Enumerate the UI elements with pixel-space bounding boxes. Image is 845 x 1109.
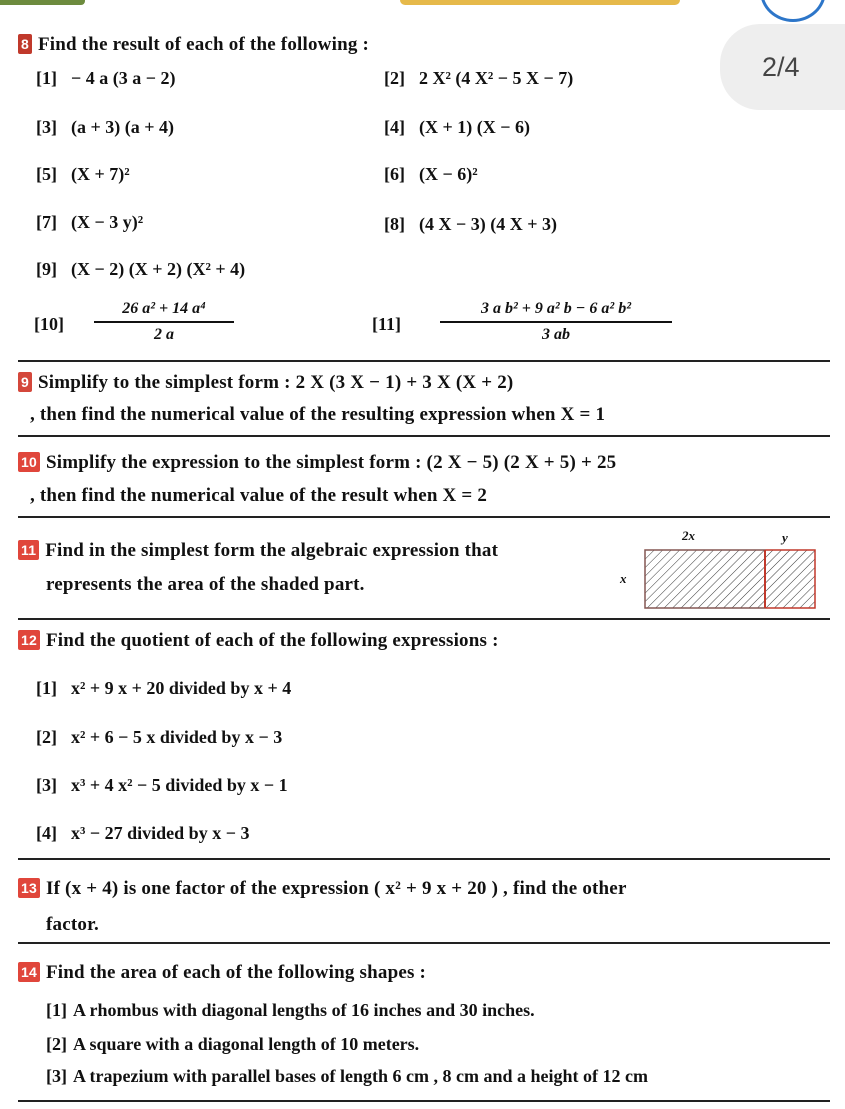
q8-heading — [18, 34, 369, 56]
item-label: [3] — [46, 1066, 67, 1086]
q8-item-9 — [36, 259, 245, 280]
q10-number-badge: 10 — [18, 452, 40, 472]
shaded-area-figure — [610, 526, 820, 614]
divider — [18, 516, 830, 518]
item-expr: − 4 a (3 a − 2) — [71, 68, 176, 88]
q8-item-10-fraction — [94, 300, 234, 344]
item-label: [1] — [46, 1000, 67, 1020]
fraction-bar — [94, 321, 234, 323]
item-label: [3] — [36, 775, 57, 795]
divider — [18, 435, 830, 437]
q12-title: Find the quotient of each of the following expressions : — [45, 630, 499, 651]
figure-label-y: y — [782, 530, 788, 545]
q8-item-6 — [384, 164, 478, 185]
fraction-numerator: 26 a² + 14 a⁴ — [122, 300, 206, 317]
item-label: [1] — [36, 68, 57, 88]
q14-heading — [18, 962, 426, 984]
item-expr: (X − 2) (X + 2) (X² + 4) — [71, 259, 246, 279]
q8-item-5 — [36, 164, 130, 185]
item-label: [8] — [384, 214, 405, 234]
top-circle-logo — [760, 0, 826, 22]
figure-label-2x: 2x — [682, 528, 695, 543]
q8-title: Find the result of each of the following : — [38, 34, 370, 55]
q8-item-11-fraction — [440, 300, 672, 344]
item-expr: (X + 7)² — [71, 164, 130, 184]
item-expr: (X − 6)² — [419, 164, 478, 184]
fraction-denominator: 2 a — [154, 326, 174, 343]
divider — [18, 360, 830, 362]
q9-text-1: Simplify to the simplest form : 2 X (3 X − 1) + 3 X (X + 2) — [38, 372, 514, 393]
item-expr: (X − 3 y)² — [71, 212, 144, 232]
q12-item-3 — [36, 775, 288, 796]
item-label: [9] — [36, 259, 57, 279]
figure-svg — [610, 526, 820, 614]
q13-line1 — [18, 878, 627, 900]
top-gold-strip — [400, 0, 680, 5]
item-expr: x³ + 4 x² − 5 divided by x − 1 — [71, 775, 288, 795]
item-label: [1] — [36, 678, 57, 698]
q11-line1 — [18, 540, 498, 562]
item-expr: (X + 1) (X − 6) — [419, 117, 530, 137]
q14-number-badge: 14 — [18, 962, 40, 982]
item-expr: (4 X − 3) (4 X + 3) — [419, 214, 557, 234]
top-green-strip — [0, 0, 85, 5]
q8-item-10-label: [10] — [34, 314, 64, 334]
q8-number-badge: 8 — [18, 34, 32, 54]
top-decoration — [0, 0, 845, 8]
item-expr: 2 X² (4 X² − 5 X − 7) — [419, 68, 574, 88]
q9-line2: , then find the numerical value of the resulting expression when X = 1 — [30, 404, 606, 425]
q8-item-1 — [36, 68, 176, 89]
q8-item-7 — [36, 212, 143, 233]
q12-item-1 — [36, 678, 291, 699]
q13-line2: factor. — [46, 914, 99, 935]
divider — [18, 618, 830, 620]
q8-item-11-label: [11] — [372, 314, 401, 334]
item-label: [6] — [384, 164, 405, 184]
fraction-bar — [440, 321, 672, 323]
q14-item-1 — [46, 1000, 535, 1021]
item-label: [2] — [36, 727, 57, 747]
q12-item-2 — [36, 727, 282, 748]
q10-line2: , then find the numerical value of the result when X = 2 — [30, 485, 488, 506]
item-expr: x² + 6 − 5 x divided by x − 3 — [71, 727, 283, 747]
item-label: [2] — [46, 1034, 67, 1054]
item-expr: x³ − 27 divided by x − 3 — [71, 823, 250, 843]
q14-title: Find the area of each of the following shapes : — [45, 962, 427, 983]
q12-heading — [18, 630, 499, 652]
item-expr: (a + 3) (a + 4) — [71, 117, 174, 137]
q11-text-1: Find in the simplest form the algebraic expression that — [45, 540, 499, 561]
q13-text-1: If (x + 4) is one factor of the expression ( x² + 9 x + 20 ) , find the other — [45, 878, 627, 899]
fraction-denominator: 3 ab — [542, 326, 570, 343]
item-label: [2] — [384, 68, 405, 88]
q8-item-2 — [384, 68, 573, 89]
q8-item-4 — [384, 117, 530, 138]
q14-item-2 — [46, 1034, 419, 1055]
item-label: [4] — [36, 823, 57, 843]
q10-text-1: Simplify the expression to the simplest form : (2 X − 5) (2 X + 5) + 25 — [45, 452, 617, 473]
q9-number-badge: 9 — [18, 372, 32, 392]
q11-line2: represents the area of the shaded part. — [46, 574, 365, 595]
item-label: [4] — [384, 117, 405, 137]
q12-item-4 — [36, 823, 249, 844]
fraction-numerator: 3 a b² + 9 a² b − 6 a² b² — [481, 300, 631, 317]
q9-line1 — [18, 372, 513, 394]
q8-item-8 — [384, 214, 557, 235]
q13-number-badge: 13 — [18, 878, 40, 898]
item-text: A rhombus with diagonal lengths of 16 inches and 30 inches. — [73, 1000, 535, 1020]
divider — [18, 1100, 830, 1102]
q14-item-3 — [46, 1066, 648, 1087]
item-text: A trapezium with parallel bases of length 6 cm , 8 cm and a height of 12 cm — [73, 1066, 648, 1086]
item-label: [7] — [36, 212, 57, 232]
item-text: A square with a diagonal length of 10 meters. — [73, 1034, 420, 1054]
item-label: [3] — [36, 117, 57, 137]
q12-number-badge: 12 — [18, 630, 40, 650]
item-expr: x² + 9 x + 20 divided by x + 4 — [71, 678, 292, 698]
figure-outer-rectangle — [645, 550, 815, 608]
page-indicator[interactable]: 2/4 — [720, 24, 845, 110]
q8-item-3 — [36, 117, 174, 138]
divider — [18, 942, 830, 944]
item-label: [5] — [36, 164, 57, 184]
q10-line1 — [18, 452, 616, 474]
divider — [18, 858, 830, 860]
figure-label-x: x — [620, 571, 627, 586]
q11-number-badge: 11 — [18, 540, 39, 560]
